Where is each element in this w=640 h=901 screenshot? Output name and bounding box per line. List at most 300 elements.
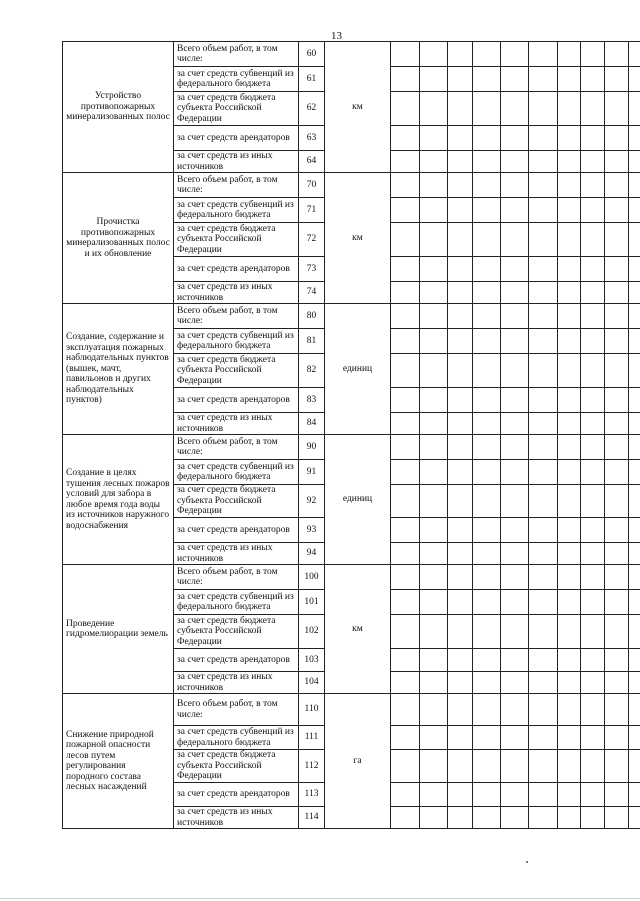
value-cell — [501, 649, 529, 672]
value-cell — [448, 783, 473, 807]
value-cell — [391, 726, 420, 750]
row-code-cell: 112 — [299, 750, 325, 783]
value-cell — [605, 726, 629, 750]
value-cell — [391, 750, 420, 783]
value-cell — [629, 304, 640, 329]
funding-source-cell: за счет средств арендаторов — [174, 126, 299, 151]
value-cell — [581, 223, 605, 257]
value-cell — [501, 518, 529, 543]
value-cell — [605, 672, 629, 694]
row-code-cell: 81 — [299, 329, 325, 354]
value-cell — [501, 198, 529, 223]
row-code-cell: 62 — [299, 92, 325, 126]
value-cell — [558, 92, 581, 126]
value-cell — [391, 615, 420, 649]
page-edge-line — [0, 898, 640, 899]
row-code-cell: 60 — [299, 42, 325, 67]
value-cell — [558, 750, 581, 783]
value-cell — [581, 388, 605, 413]
unit-cell: км — [325, 42, 391, 173]
value-cell — [420, 543, 448, 565]
value-cell — [448, 590, 473, 615]
value-cell — [581, 304, 605, 329]
value-cell — [420, 783, 448, 807]
value-cell — [529, 151, 558, 173]
value-cell — [501, 543, 529, 565]
funding-source-cell: за счет средств субвенций из федерального бюджета — [174, 329, 299, 354]
value-cell — [420, 485, 448, 518]
value-cell — [420, 67, 448, 92]
value-cell — [501, 435, 529, 460]
value-cell — [501, 354, 529, 388]
work-type-cell: Создание в целях тушения лесных пожаров условий для забора в любое время года воды из источников наружного водоснабжения — [63, 435, 174, 565]
funding-source-cell: за счет средств бюджета субъекта Российской Федерации — [174, 354, 299, 388]
value-cell — [529, 435, 558, 460]
value-cell — [391, 354, 420, 388]
value-cell — [581, 198, 605, 223]
value-cell — [581, 649, 605, 672]
value-cell — [529, 726, 558, 750]
value-cell — [473, 672, 501, 694]
work-type-cell: Устройство противопожарных минерализованных полос — [63, 42, 174, 173]
value-cell — [501, 126, 529, 151]
value-cell — [448, 807, 473, 829]
row-code-cell: 94 — [299, 543, 325, 565]
value-cell — [581, 282, 605, 304]
value-cell — [629, 783, 640, 807]
row-code-cell: 73 — [299, 257, 325, 282]
value-cell — [420, 42, 448, 67]
value-cell — [558, 329, 581, 354]
value-cell — [501, 151, 529, 173]
value-cell — [473, 435, 501, 460]
value-cell — [629, 615, 640, 649]
unit-cell: единиц — [325, 435, 391, 565]
value-cell — [501, 388, 529, 413]
value-cell — [529, 807, 558, 829]
row-code-cell: 71 — [299, 198, 325, 223]
value-cell — [605, 173, 629, 198]
scan-speck — [526, 861, 528, 863]
value-cell — [473, 282, 501, 304]
value-cell — [529, 649, 558, 672]
value-cell — [629, 198, 640, 223]
value-cell — [558, 435, 581, 460]
value-cell — [501, 694, 529, 726]
funding-source-cell: за счет средств субвенций из федерального бюджета — [174, 590, 299, 615]
value-cell — [501, 173, 529, 198]
value-cell — [581, 543, 605, 565]
value-cell — [529, 354, 558, 388]
value-cell — [473, 694, 501, 726]
value-cell — [581, 783, 605, 807]
value-cell — [473, 354, 501, 388]
value-cell — [629, 223, 640, 257]
value-cell — [629, 726, 640, 750]
value-cell — [558, 151, 581, 173]
value-cell — [420, 257, 448, 282]
value-cell — [501, 42, 529, 67]
value-cell — [605, 694, 629, 726]
value-cell — [605, 518, 629, 543]
value-cell — [473, 151, 501, 173]
forest-fire-works-table — [62, 41, 640, 829]
value-cell — [629, 173, 640, 198]
row-code-cell: 80 — [299, 304, 325, 329]
row-code-cell: 83 — [299, 388, 325, 413]
value-cell — [629, 42, 640, 67]
value-cell — [529, 42, 558, 67]
value-cell — [448, 565, 473, 590]
funding-source-cell: за счет средств субвенций из федерального бюджета — [174, 198, 299, 223]
value-cell — [558, 173, 581, 198]
value-cell — [605, 151, 629, 173]
value-cell — [529, 67, 558, 92]
funding-source-cell: Всего объем работ, в том числе: — [174, 173, 299, 198]
value-cell — [473, 543, 501, 565]
row-code-cell: 93 — [299, 518, 325, 543]
row-code-cell: 92 — [299, 485, 325, 518]
value-cell — [420, 615, 448, 649]
value-cell — [420, 460, 448, 485]
value-cell — [448, 694, 473, 726]
value-cell — [605, 223, 629, 257]
value-cell — [473, 565, 501, 590]
funding-source-cell: за счет средств бюджета субъекта Российской Федерации — [174, 223, 299, 257]
value-cell — [581, 565, 605, 590]
value-cell — [529, 460, 558, 485]
value-cell — [501, 783, 529, 807]
value-cell — [501, 92, 529, 126]
funding-source-cell: за счет средств субвенций из федерального бюджета — [174, 460, 299, 485]
value-cell — [501, 726, 529, 750]
row-code-cell: 110 — [299, 694, 325, 726]
funding-source-cell: за счет средств бюджета субъекта Российской Федерации — [174, 750, 299, 783]
row-code-cell: 90 — [299, 435, 325, 460]
value-cell — [558, 807, 581, 829]
row-code-cell: 102 — [299, 615, 325, 649]
value-cell — [420, 750, 448, 783]
value-cell — [629, 750, 640, 783]
value-cell — [391, 173, 420, 198]
value-cell — [448, 282, 473, 304]
value-cell — [473, 173, 501, 198]
value-cell — [473, 750, 501, 783]
value-cell — [605, 543, 629, 565]
value-cell — [605, 354, 629, 388]
value-cell — [501, 460, 529, 485]
value-cell — [391, 565, 420, 590]
value-cell — [529, 485, 558, 518]
value-cell — [473, 726, 501, 750]
value-cell — [605, 42, 629, 67]
value-cell — [473, 92, 501, 126]
value-cell — [581, 672, 605, 694]
value-cell — [629, 543, 640, 565]
value-cell — [448, 485, 473, 518]
row-code-cell: 101 — [299, 590, 325, 615]
value-cell — [529, 565, 558, 590]
value-cell — [558, 590, 581, 615]
unit-cell: единиц — [325, 304, 391, 435]
value-cell — [558, 42, 581, 67]
value-cell — [581, 329, 605, 354]
value-cell — [501, 590, 529, 615]
value-cell — [501, 304, 529, 329]
row-code-cell: 82 — [299, 354, 325, 388]
value-cell — [605, 807, 629, 829]
value-cell — [391, 388, 420, 413]
value-cell — [420, 151, 448, 173]
value-cell — [473, 42, 501, 67]
value-cell — [473, 485, 501, 518]
funding-source-cell: за счет средств бюджета субъекта Российской Федерации — [174, 615, 299, 649]
value-cell — [501, 615, 529, 649]
value-cell — [529, 329, 558, 354]
value-cell — [605, 565, 629, 590]
row-code-cell: 61 — [299, 67, 325, 92]
value-cell — [605, 413, 629, 435]
table-row — [63, 173, 640, 198]
value-cell — [420, 304, 448, 329]
value-cell — [529, 388, 558, 413]
funding-source-cell: за счет средств бюджета субъекта Российской Федерации — [174, 485, 299, 518]
unit-cell: га — [325, 694, 391, 829]
value-cell — [420, 92, 448, 126]
row-code-cell: 70 — [299, 173, 325, 198]
value-cell — [448, 198, 473, 223]
value-cell — [420, 223, 448, 257]
work-type-cell: Снижение природной пожарной опасности лесов путем регулирования породного состава лесных насаждений — [63, 694, 174, 829]
value-cell — [473, 615, 501, 649]
value-cell — [581, 354, 605, 388]
funding-source-cell: за счет средств из иных источников — [174, 151, 299, 173]
value-cell — [420, 565, 448, 590]
value-cell — [391, 590, 420, 615]
value-cell — [558, 694, 581, 726]
value-cell — [605, 435, 629, 460]
value-cell — [581, 518, 605, 543]
value-cell — [629, 67, 640, 92]
funding-source-cell: Всего объем работ, в том числе: — [174, 694, 299, 726]
funding-source-cell: за счет средств арендаторов — [174, 783, 299, 807]
value-cell — [473, 67, 501, 92]
value-cell — [529, 257, 558, 282]
work-type-cell: Проведение гидромелиорации земель — [63, 565, 174, 694]
value-cell — [448, 615, 473, 649]
value-cell — [558, 615, 581, 649]
value-cell — [605, 750, 629, 783]
value-cell — [581, 807, 605, 829]
value-cell — [529, 694, 558, 726]
funding-source-cell: за счет средств из иных источников — [174, 807, 299, 829]
value-cell — [558, 518, 581, 543]
value-cell — [420, 282, 448, 304]
value-cell — [448, 257, 473, 282]
value-cell — [629, 354, 640, 388]
funding-source-cell: за счет средств из иных источников — [174, 543, 299, 565]
value-cell — [391, 67, 420, 92]
value-cell — [448, 151, 473, 173]
value-cell — [391, 435, 420, 460]
row-code-cell: 72 — [299, 223, 325, 257]
value-cell — [629, 126, 640, 151]
value-cell — [391, 257, 420, 282]
row-code-cell: 84 — [299, 413, 325, 435]
value-cell — [629, 649, 640, 672]
value-cell — [391, 649, 420, 672]
value-cell — [629, 413, 640, 435]
value-cell — [420, 126, 448, 151]
value-cell — [558, 388, 581, 413]
value-cell — [581, 485, 605, 518]
value-cell — [501, 565, 529, 590]
value-cell — [473, 413, 501, 435]
value-cell — [581, 615, 605, 649]
value-cell — [605, 783, 629, 807]
value-cell — [629, 485, 640, 518]
table-row — [63, 304, 640, 329]
row-code-cell: 114 — [299, 807, 325, 829]
value-cell — [629, 672, 640, 694]
value-cell — [605, 304, 629, 329]
value-cell — [629, 565, 640, 590]
value-cell — [529, 198, 558, 223]
value-cell — [420, 388, 448, 413]
value-cell — [501, 67, 529, 92]
value-cell — [448, 413, 473, 435]
row-code-cell: 113 — [299, 783, 325, 807]
value-cell — [448, 388, 473, 413]
value-cell — [605, 460, 629, 485]
value-cell — [391, 329, 420, 354]
row-code-cell: 111 — [299, 726, 325, 750]
value-cell — [420, 590, 448, 615]
value-cell — [391, 694, 420, 726]
funding-source-cell: Всего объем работ, в том числе: — [174, 435, 299, 460]
value-cell — [558, 198, 581, 223]
value-cell — [558, 257, 581, 282]
value-cell — [558, 565, 581, 590]
value-cell — [448, 354, 473, 388]
value-cell — [420, 694, 448, 726]
value-cell — [581, 173, 605, 198]
value-cell — [501, 807, 529, 829]
value-cell — [501, 282, 529, 304]
value-cell — [558, 460, 581, 485]
value-cell — [448, 543, 473, 565]
value-cell — [605, 67, 629, 92]
value-cell — [420, 354, 448, 388]
value-cell — [391, 92, 420, 126]
value-cell — [529, 518, 558, 543]
row-code-cell: 104 — [299, 672, 325, 694]
value-cell — [558, 282, 581, 304]
value-cell — [581, 435, 605, 460]
value-cell — [420, 198, 448, 223]
value-cell — [473, 304, 501, 329]
funding-source-cell: за счет средств из иных источников — [174, 282, 299, 304]
value-cell — [605, 282, 629, 304]
value-cell — [605, 649, 629, 672]
value-cell — [558, 543, 581, 565]
value-cell — [391, 151, 420, 173]
value-cell — [501, 257, 529, 282]
value-cell — [529, 590, 558, 615]
value-cell — [501, 485, 529, 518]
value-cell — [473, 223, 501, 257]
value-cell — [558, 126, 581, 151]
value-cell — [391, 460, 420, 485]
value-cell — [558, 485, 581, 518]
value-cell — [391, 126, 420, 151]
value-cell — [473, 783, 501, 807]
value-cell — [581, 92, 605, 126]
value-cell — [581, 126, 605, 151]
value-cell — [529, 615, 558, 649]
value-cell — [605, 485, 629, 518]
funding-source-cell: за счет средств бюджета субъекта Российской Федерации — [174, 92, 299, 126]
value-cell — [605, 615, 629, 649]
value-cell — [581, 750, 605, 783]
value-cell — [473, 257, 501, 282]
funding-source-cell: за счет средств арендаторов — [174, 257, 299, 282]
value-cell — [558, 67, 581, 92]
value-cell — [529, 126, 558, 151]
value-cell — [420, 518, 448, 543]
value-cell — [529, 750, 558, 783]
value-cell — [558, 672, 581, 694]
value-cell — [558, 649, 581, 672]
row-code-cell: 91 — [299, 460, 325, 485]
value-cell — [501, 672, 529, 694]
value-cell — [448, 435, 473, 460]
value-cell — [629, 92, 640, 126]
value-cell — [473, 649, 501, 672]
value-cell — [448, 173, 473, 198]
value-cell — [581, 460, 605, 485]
value-cell — [448, 460, 473, 485]
value-cell — [629, 151, 640, 173]
value-cell — [448, 518, 473, 543]
value-cell — [629, 388, 640, 413]
value-cell — [605, 329, 629, 354]
value-cell — [605, 590, 629, 615]
value-cell — [473, 807, 501, 829]
value-cell — [473, 590, 501, 615]
value-cell — [529, 783, 558, 807]
value-cell — [391, 518, 420, 543]
value-cell — [529, 672, 558, 694]
value-cell — [448, 126, 473, 151]
value-cell — [448, 304, 473, 329]
value-cell — [581, 257, 605, 282]
value-cell — [629, 257, 640, 282]
value-cell — [558, 413, 581, 435]
value-cell — [420, 329, 448, 354]
funding-source-cell: Всего объем работ, в том числе: — [174, 304, 299, 329]
value-cell — [420, 413, 448, 435]
unit-cell: км — [325, 173, 391, 304]
value-cell — [629, 435, 640, 460]
value-cell — [501, 750, 529, 783]
value-cell — [581, 67, 605, 92]
value-cell — [473, 329, 501, 354]
value-cell — [391, 304, 420, 329]
value-cell — [629, 282, 640, 304]
funding-source-cell: за счет средств арендаторов — [174, 388, 299, 413]
page-number: 13 — [331, 30, 342, 42]
